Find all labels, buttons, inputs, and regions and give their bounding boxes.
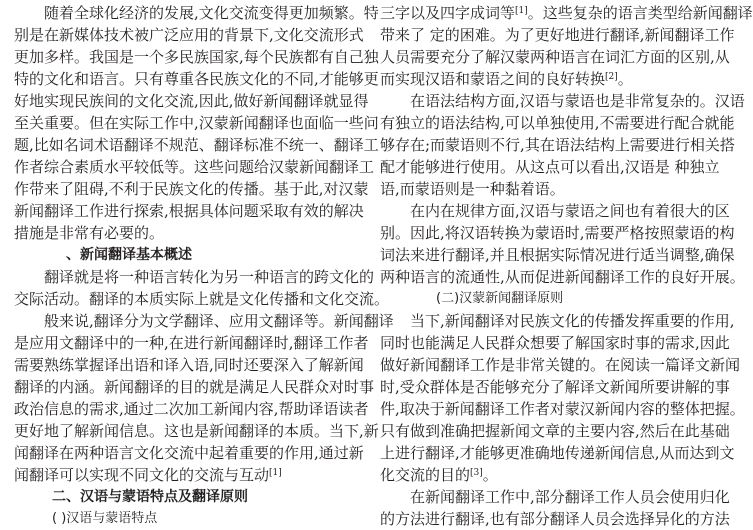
text-line: 是应用文翻译中的一种,在进行新闻翻译时,翻译工作者	[14, 334, 369, 352]
definition-paragraph	[14, 266, 390, 310]
text-line: 上进行翻译,才能够更准确地传递新闻信息,从而达到文	[380, 444, 735, 462]
text-line: 般来说,翻译分为文学翻译、应用文翻译等。新闻翻译	[44, 312, 394, 330]
text-line: 政治信息的需求,通过二次加工新闻内容,帮助译语读者	[14, 400, 369, 418]
text-line: 两种语言的流通性,从而促进新闻翻译工作的良好开展。	[380, 268, 745, 286]
text-fragment: 闻翻译可以实现不同文化的交流与互动	[14, 466, 270, 484]
text-line: 做好新闻翻译工作是非常关键的。在阅读一篇译文新闻	[380, 356, 741, 374]
subsection-heading-2: (二)汉蒙新闻翻译原则	[436, 291, 564, 306]
text-fragment: 三字以及四字成词等	[380, 4, 516, 22]
text-line: 语,而蒙语则是一种黏着语。	[380, 180, 565, 198]
text-line: 闻翻译在两种语言文化交流中起着重要的作用,通过新	[14, 444, 364, 462]
text-line: 更加多样。我国是一个多民族国家,每个民族都有自己独	[14, 48, 379, 66]
text-line: 够存在;而蒙语则不行,其在语法结构上需要进行相关搭	[380, 136, 735, 154]
text-line: 新闻翻译工作进行探索,根据具体问题采取有效的解决	[14, 202, 364, 220]
text-line: 作带来了阻碍,不利于民族文化的传播。基于此,对汉蒙	[14, 180, 369, 198]
text-line: 题,比如名词术语翻译不规范、翻译标准不统一、翻译工	[14, 136, 379, 154]
text-line: 好地实现民族间的文化交流,因此,做好新闻翻译就显得	[14, 92, 369, 110]
intro-paragraph	[14, 2, 379, 244]
text-line: 件,取决于新闻翻译工作者对蒙汉新闻内容的整体把握。	[380, 400, 745, 418]
text-line	[14, 464, 364, 486]
text-line: 在语法结构方面,汉语与蒙语也是非常复杂的。汉语	[410, 92, 745, 110]
text-line: 随着全球化经济的发展,文化交流变得更加频繁。特	[44, 4, 379, 22]
principles-paragraph	[380, 310, 745, 486]
text-line: 翻译的内涵。新闻翻译的目的就是满足人民群众对时事	[14, 378, 375, 396]
text-line: 带来了 定的困难。为了更好地进行翻译,新闻翻译工作	[380, 26, 735, 44]
text-line: 特的文化和语言。只有尊重各民族文化的不同,才能够更	[14, 70, 379, 88]
method-paragraph	[380, 486, 730, 530]
text-line: 配才能够进行使用。从这点可以看出,汉语是 种独立	[380, 158, 720, 176]
section-heading-2: 二、汉语与蒙语特点及翻译原则	[52, 489, 248, 505]
text-line: 只有做到准确把握新闻文章的主要内容,然后在此基础	[380, 422, 730, 440]
text-fragment: 。	[482, 466, 498, 484]
section-heading-1: 、新闻翻译基本概述	[66, 247, 192, 263]
text-line: 的方法进行翻译,也有部分翻译人员会选择异化的方法	[380, 510, 730, 528]
left-column	[14, 2, 394, 526]
citation-marker: [1]	[269, 468, 282, 478]
text-line: 措施是非常有必要的。	[14, 224, 165, 242]
text-line: 有独立的语法结构,可以单独使用,不需要进行配合就能	[380, 114, 735, 132]
text-line: 在内在规律方面,汉语与蒙语之间也有着很大的区	[410, 202, 730, 220]
text-line	[380, 2, 753, 24]
citation-marker: [1]	[515, 6, 528, 16]
citation-marker: [3]	[470, 468, 483, 478]
right-column	[380, 2, 753, 528]
vocabulary-paragraph	[380, 2, 753, 90]
text-line	[380, 68, 730, 90]
text-line: 至关重要。但在实际工作中,汉蒙新闻翻译也面临一些问	[14, 114, 379, 132]
grammar-paragraph	[380, 90, 745, 200]
text-line: 别。因此,将汉语转换为蒙语时,需要严格按照蒙语的构	[380, 224, 735, 242]
subsection-heading-1: ( )汉语与蒙语特点	[52, 511, 158, 526]
text-line: 人员需要充分了解汉蒙两种语言在词汇方面的区别,从	[380, 48, 730, 66]
text-line	[380, 464, 730, 486]
citation-marker: [2]	[605, 72, 618, 82]
classification-paragraph	[14, 310, 394, 486]
text-line: 同时也能满足人民群众想要了解国家时事的需求,因此	[380, 334, 730, 352]
text-line: 词法来进行翻译,并且根据实际情况进行适当调整,确保	[380, 246, 735, 264]
text-line: 在新闻翻译工作中,部分翻译工作人员会使用归化	[410, 488, 730, 506]
text-line: 作者综合素质水平较低等。这些问题给汉蒙新闻翻译工	[14, 158, 375, 176]
rules-paragraph	[380, 200, 745, 288]
text-line: 别是在新媒体技术被广泛应用的背景下,文化交流形式	[14, 26, 364, 44]
text-line: 翻译就是将一种语言转化为另一种语言的跨文化的	[44, 268, 375, 286]
text-fragment: 。	[617, 70, 633, 88]
text-line: 更好地了解新闻信息。这也是新闻翻译的本质。当下,新	[14, 422, 379, 440]
text-line: 交际活动。翻译的本质实际上就是文化传播和文化交流。	[14, 290, 390, 308]
text-fragment: 。这些复杂的语言类型给新闻翻译	[527, 4, 753, 22]
text-fragment: 而实现汉语和蒙语之间的良好转换	[380, 70, 606, 88]
text-line: 需要熟练掌握译出语和译入语,同时还要深入了解新闻	[14, 356, 364, 374]
text-line: 时,受众群体是否能够充分了解译文新闻所要讲解的事	[380, 378, 730, 396]
text-line: 当下,新闻翻译对民族文化的传播发挥重要的作用,	[410, 312, 735, 330]
text-fragment: 化交流的目的	[380, 466, 471, 484]
